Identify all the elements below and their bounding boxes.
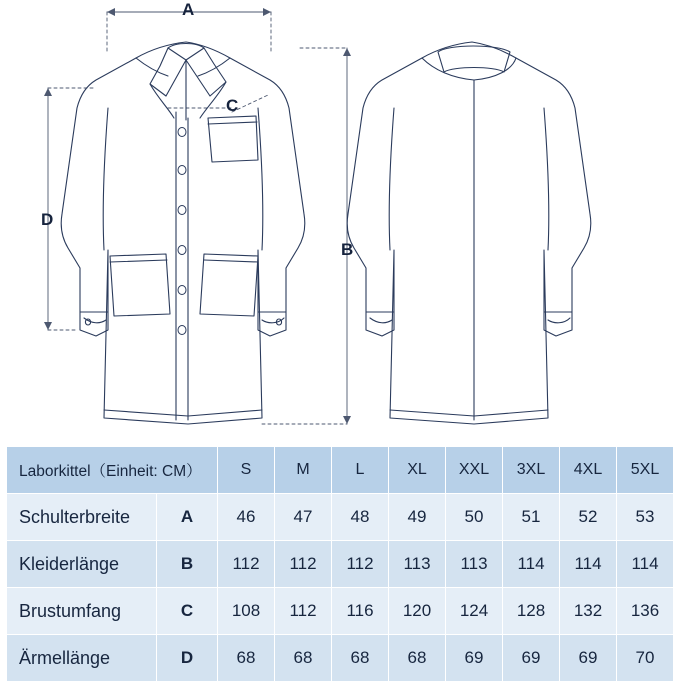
cell-chest-5xl: 136	[617, 588, 674, 635]
cell-length-xl: 113	[389, 541, 446, 588]
cell-shoulder-s: 46	[218, 494, 275, 541]
measure-name-sleeve: Ärmellänge	[7, 635, 157, 682]
cell-length-3xl: 114	[503, 541, 560, 588]
dimension-label-D: D	[41, 210, 54, 229]
cell-sleeve-xxl: 69	[446, 635, 503, 682]
size-table	[6, 446, 674, 682]
cell-length-m: 112	[275, 541, 332, 588]
size-header-l: L	[332, 447, 389, 494]
size-header-4xl: 4XL	[560, 447, 617, 494]
cell-length-5xl: 114	[617, 541, 674, 588]
size-header-s: S	[218, 447, 275, 494]
measure-name-shoulder: Schulterbreite	[7, 494, 157, 541]
cell-sleeve-3xl: 69	[503, 635, 560, 682]
cell-sleeve-l: 68	[332, 635, 389, 682]
cell-sleeve-5xl: 70	[617, 635, 674, 682]
table-title: Laborkittel（Einheit: CM）	[7, 447, 218, 494]
table-row	[7, 494, 674, 541]
measure-name-length: Kleiderlänge	[7, 541, 157, 588]
cell-chest-4xl: 132	[560, 588, 617, 635]
cell-length-s: 112	[218, 541, 275, 588]
cell-sleeve-m: 68	[275, 635, 332, 682]
cell-length-4xl: 114	[560, 541, 617, 588]
cell-shoulder-xl: 49	[389, 494, 446, 541]
cell-chest-m: 112	[275, 588, 332, 635]
table-row	[7, 541, 674, 588]
dimension-label-C: C	[226, 96, 239, 115]
cell-shoulder-m: 47	[275, 494, 332, 541]
cell-length-xxl: 113	[446, 541, 503, 588]
cell-chest-xl: 120	[389, 588, 446, 635]
size-header-xl: XL	[389, 447, 446, 494]
size-header-3xl: 3XL	[503, 447, 560, 494]
cell-sleeve-s: 68	[218, 635, 275, 682]
cell-shoulder-l: 48	[332, 494, 389, 541]
table-row	[7, 588, 674, 635]
table-header-row	[7, 447, 674, 494]
measure-code-chest: C	[157, 588, 218, 635]
size-header-xxl: XXL	[446, 447, 503, 494]
table-row	[7, 635, 674, 682]
cell-chest-l: 116	[332, 588, 389, 635]
cell-shoulder-4xl: 52	[560, 494, 617, 541]
cell-shoulder-xxl: 50	[446, 494, 503, 541]
size-header-5xl: 5XL	[617, 447, 674, 494]
cell-sleeve-xl: 68	[389, 635, 446, 682]
cell-chest-xxl: 124	[446, 588, 503, 635]
cell-chest-3xl: 128	[503, 588, 560, 635]
cell-chest-s: 108	[218, 588, 275, 635]
cell-sleeve-4xl: 69	[560, 635, 617, 682]
measure-name-chest: Brustumfang	[7, 588, 157, 635]
size-header-m: M	[275, 447, 332, 494]
measure-code-shoulder: A	[157, 494, 218, 541]
dimension-label-A: A	[182, 0, 195, 19]
cell-shoulder-5xl: 53	[617, 494, 674, 541]
dimension-label-B: B	[341, 240, 354, 259]
cell-shoulder-3xl: 51	[503, 494, 560, 541]
measure-code-length: B	[157, 541, 218, 588]
measure-code-sleeve: D	[157, 635, 218, 682]
cell-length-l: 112	[332, 541, 389, 588]
